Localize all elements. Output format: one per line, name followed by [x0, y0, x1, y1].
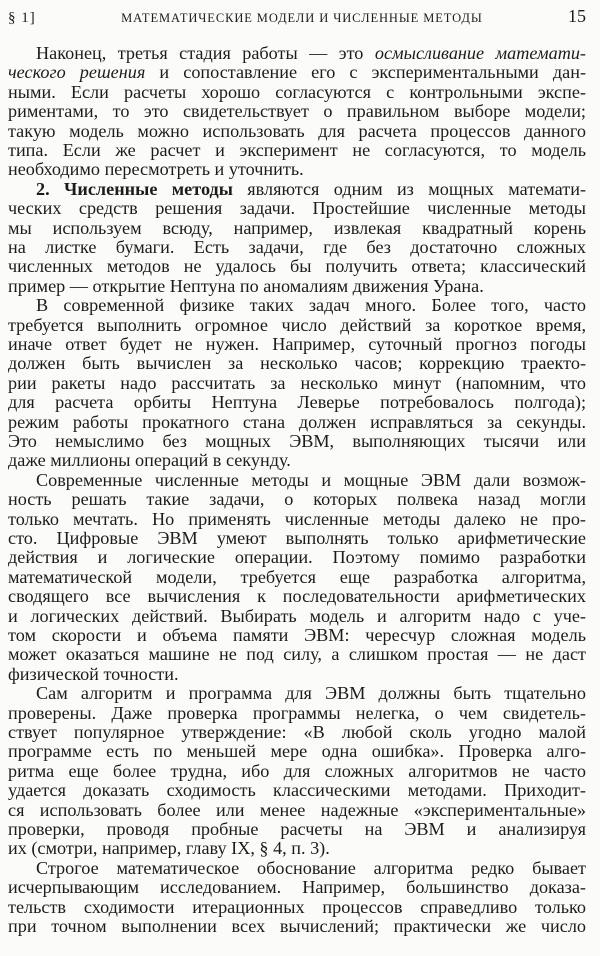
running-head	[8, 6, 586, 30]
text-run: ствует популярное утверждение: «В любой сколь угодно малой	[8, 722, 586, 742]
text-run: ритма еще более трудна, ибо для сложных алгоритмов не часто	[8, 760, 586, 781]
text-run: ность решать такие задачи, о которых полвека назад могли	[8, 489, 586, 510]
italic-run: осмысливание математи-	[374, 43, 586, 63]
text-line	[8, 915, 586, 937]
text-run: их (смотри, например, главу IX, § 4, п. 3).	[8, 838, 330, 859]
text-run: необходимо пересмотреть и уточнить.	[8, 159, 304, 180]
text-run: мы используем всюду, например, извлекая квадратный корень	[8, 217, 586, 238]
text-run: типа. Если же расчет и эксперимент не согласуются, то модель	[8, 140, 586, 160]
text-run: проверены. Даже проверка программы нелегка, о чем свидетель-	[8, 702, 586, 723]
text-run: сто. Цифровые ЭВМ умеют выполнять только арифметические	[8, 528, 586, 548]
text-run: математической модели, требуется еще разработка алгоритма,	[8, 566, 586, 587]
text-run: том скорости и объема памяти ЭВМ: чересчур сложная модель	[8, 625, 586, 645]
text-run: действия и логические операции. Поэтому помимо разработки	[8, 547, 586, 568]
text-run: рии ракеты надо рассчитать за несколько минут (напомним, что	[8, 372, 586, 393]
page-number: 15	[567, 6, 586, 26]
text-run: Сам алгоритм и программа для ЭВМ должны быть тщательно	[36, 683, 586, 704]
text-run: удается доказать сходимость классическими методами. Приходит-	[8, 780, 586, 801]
text-run: должен быть вычислен за несколько часов; коррекцию траекто-	[8, 353, 586, 374]
text-run: тельств сходимости итерационных процессов справедливо только	[8, 896, 586, 917]
text-run: исчерпывающим исследованием. Например, большинство доказа-	[8, 877, 586, 898]
text-run: ческих средств решения задачи. Простейшие численные методы	[8, 198, 586, 219]
text-run: может оказаться машине не под силу, а слишком простая — не даст	[8, 644, 586, 665]
text-run: для расчета орбиты Нептуна Леверье потребовалось полгода);	[8, 392, 586, 413]
text-run: и логических действий. Выбирать модель и алгоритм надо с уче-	[8, 605, 586, 626]
text-run: численных методов не удалось бы получить ответа; классический	[8, 256, 586, 277]
text-run: на листке бумаги. Есть задачи, где без достаточно сложных	[8, 237, 586, 257]
text-run: Наконец, третья стадия работы — это	[36, 43, 375, 63]
text-run: физической точности.	[8, 663, 179, 684]
text-run: являются одним из мощных математи-	[232, 178, 586, 199]
text-run: сводящего все вычисления к последовательности арифметических	[8, 586, 586, 607]
text-run: Строгое математическое обоснование алгоритма редко бывает	[36, 857, 586, 878]
text-run: проверки, проводя пробные расчеты на ЭВМ и анализируя	[8, 819, 586, 839]
text-run: и сопоставление его с экспериментальными дан-	[145, 62, 586, 83]
text-run: ся использовать более или менее надежные «экспериментальные»	[8, 799, 586, 820]
text-run: риментами, то это свидетельствует о правильном выборе модели;	[8, 101, 586, 122]
italic-run: ческого решения	[8, 62, 146, 83]
text-run: пример — открытие Нептуна по аномалиям движения Урана.	[8, 275, 484, 296]
section-marker: § 1]	[8, 10, 36, 26]
text-run: Это немыслимо без мощных ЭВМ, выполняющих тысячи или	[8, 431, 586, 451]
text-run: режим работы прокатного стана должен исправляться за секунды.	[8, 411, 586, 432]
text-run: иначе ответ будет не нужен. Например, суточный прогноз погоды	[8, 334, 586, 354]
text-run: при точном выполнении всех вычислений; практически же число	[8, 916, 586, 936]
text-run: требуется выполнить огромное число действий за короткое время,	[8, 314, 586, 335]
text-run: даже миллионы операций в секунду.	[8, 450, 291, 471]
text-run: Современные численные методы и мощные ЭВМ дали возмож-	[36, 469, 586, 490]
bold-run: 2. Численные методы	[36, 178, 233, 199]
running-title: МАТЕМАТИЧЕСКИЕ МОДЕЛИ И ЧИСЛЕННЫЕ МЕТОДЫ	[121, 11, 483, 25]
text-run: только мечтать. Но применять численные методы далеко не про-	[8, 508, 586, 529]
text-run: такую модель можно использовать для расчета процессов данного	[8, 120, 586, 141]
text-run: В современной физике таких задач много. Более того, часто	[36, 295, 586, 316]
text-run: программе есть по меньшей мере одна ошибка». Проверка алго-	[8, 741, 586, 762]
text-run: ными. Если расчеты хорошо согласуются с контрольными экспе-	[8, 81, 586, 102]
